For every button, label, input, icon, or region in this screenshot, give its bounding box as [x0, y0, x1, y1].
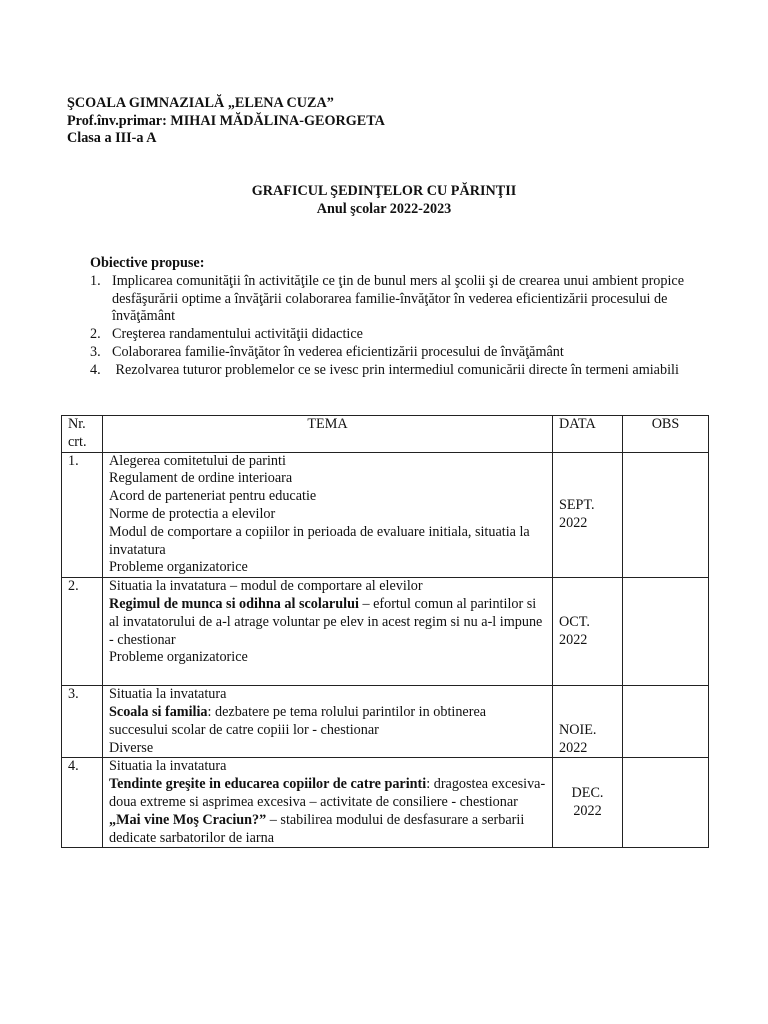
row-topic — [103, 452, 553, 578]
row-obs — [623, 578, 709, 686]
table-header-row — [62, 416, 709, 453]
table-row — [62, 758, 709, 848]
topic-line — [109, 596, 546, 649]
topic-rest: – stabilirea modului de desfasurare a serbarii dedicate sarbatorilor de iarna — [109, 811, 525, 846]
row-date — [553, 452, 623, 578]
topic-rest: – efortul comun al parintilor si al invatatorului de a-l atrage voluntar pe elev in acest regim si nu a-l impune - chestionar — [109, 595, 543, 648]
topic-line: Alegerea comitetului de parinti — [109, 452, 286, 469]
topic-bold: „Mai vine Moş Craciun?” — [109, 811, 267, 828]
row-number: 4. — [62, 758, 103, 848]
row-number: 2. — [62, 578, 103, 686]
date-text: OCT. 2022 — [559, 613, 590, 648]
header-data: DATA — [553, 416, 623, 453]
objective-text: Rezolvarea tuturor problemelor ce se ivesc prin intermediul comunicării directe în termeni amiabili — [112, 361, 679, 378]
objectives-heading: Obiective propuse: — [90, 255, 205, 271]
objective-number: 4. — [90, 361, 101, 378]
row-obs — [623, 758, 709, 848]
title-year: Anul şcolar 2022-2023 — [316, 200, 452, 217]
topic-line — [109, 812, 546, 848]
row-date — [553, 578, 623, 686]
topic-line: Regulament de ordine interioara — [109, 470, 293, 487]
date-text: NOIE. 2022 — [559, 721, 597, 756]
row-topic — [103, 686, 553, 758]
objective-number: 2. — [90, 326, 101, 343]
header-tema: TEMA — [103, 416, 553, 453]
topic-bold: Scoala si familia — [109, 703, 208, 720]
table-row — [62, 686, 709, 758]
objectives-section — [90, 255, 690, 380]
row-topic — [103, 758, 553, 848]
table-row — [62, 578, 709, 686]
class-name: Clasa a III-a A — [67, 130, 157, 146]
row-obs — [623, 686, 709, 758]
topic-bold: Tendinte greşite in educarea copiilor de catre parinti — [109, 776, 427, 793]
document-header — [67, 95, 385, 148]
meetings-table — [61, 415, 709, 848]
objective-item — [90, 326, 690, 344]
document-title — [0, 183, 768, 218]
teacher-name: Prof.înv.primar: MIHAI MĂDĂLINA-GEORGETA — [67, 112, 385, 129]
topic-line — [109, 776, 546, 812]
topic-line — [109, 704, 546, 740]
topic-line: Probleme organizatorice — [109, 649, 248, 666]
row-date — [553, 758, 623, 848]
objective-number: 1. — [90, 272, 101, 289]
topic-line: Modul de comportare a copiilor in perioada de evaluare initiala, situatia la invatatura — [109, 523, 530, 558]
topic-rest: : dragostea excesiva- doua extreme si asprimea excesiva – activitate de consiliere - chestionar — [109, 776, 546, 810]
row-number: 1. — [62, 452, 103, 578]
objective-item — [90, 362, 690, 380]
objective-item — [90, 344, 690, 362]
date-text: DEC. 2022 — [571, 785, 604, 819]
topic-line: Situatia la invatatura — [109, 758, 227, 775]
row-topic — [103, 578, 553, 686]
objectives-list — [90, 273, 690, 380]
title-main: GRAFICUL ŞEDINŢELOR CU PĂRINŢII — [251, 183, 517, 199]
date-text: SEPT. 2022 — [559, 497, 595, 531]
topic-bold: Regimul de munca si odihna al scolarului — [109, 595, 359, 612]
topic-rest: : dezbatere pe tema rolului parintilor in obtinerea succesului scolar de catre copiii lor - chestionar — [109, 703, 487, 738]
row-obs — [623, 452, 709, 578]
topic-line: Norme de protectia a elevilor — [109, 505, 276, 522]
school-name: ŞCOALA GIMNAZIALĂ „ELENA CUZA” — [67, 95, 334, 111]
header-nr: Nr. crt. — [62, 416, 103, 453]
table-row — [62, 452, 709, 578]
objective-number: 3. — [90, 343, 101, 360]
topic-line: Situatia la invatatura – modul de comportare al elevilor — [109, 578, 423, 595]
topic-line: Probleme organizatorice — [109, 559, 248, 576]
objective-text: Implicarea comunităţii în activităţile ce ţin de bunul mers al şcolii şi de crearea unui ambient propice desfăşurării optime a învăţării colaborarea familie-învăţător în vederea eficientizării procesului de învăţământ — [112, 272, 685, 325]
topic-line: Situatia la invatatura — [109, 686, 227, 703]
topic-line: Acord de parteneriat pentru educatie — [109, 488, 317, 505]
topic-line: Diverse — [109, 739, 154, 756]
objective-item — [90, 273, 690, 326]
row-number: 3. — [62, 686, 103, 758]
objective-text: Creşterea randamentului activităţii didactice — [112, 326, 363, 343]
row-date — [553, 686, 623, 758]
objective-text: Colaborarea familie-învăţător în vederea eficientizării procesului de învăţământ — [112, 343, 564, 360]
header-obs: OBS — [623, 416, 709, 453]
